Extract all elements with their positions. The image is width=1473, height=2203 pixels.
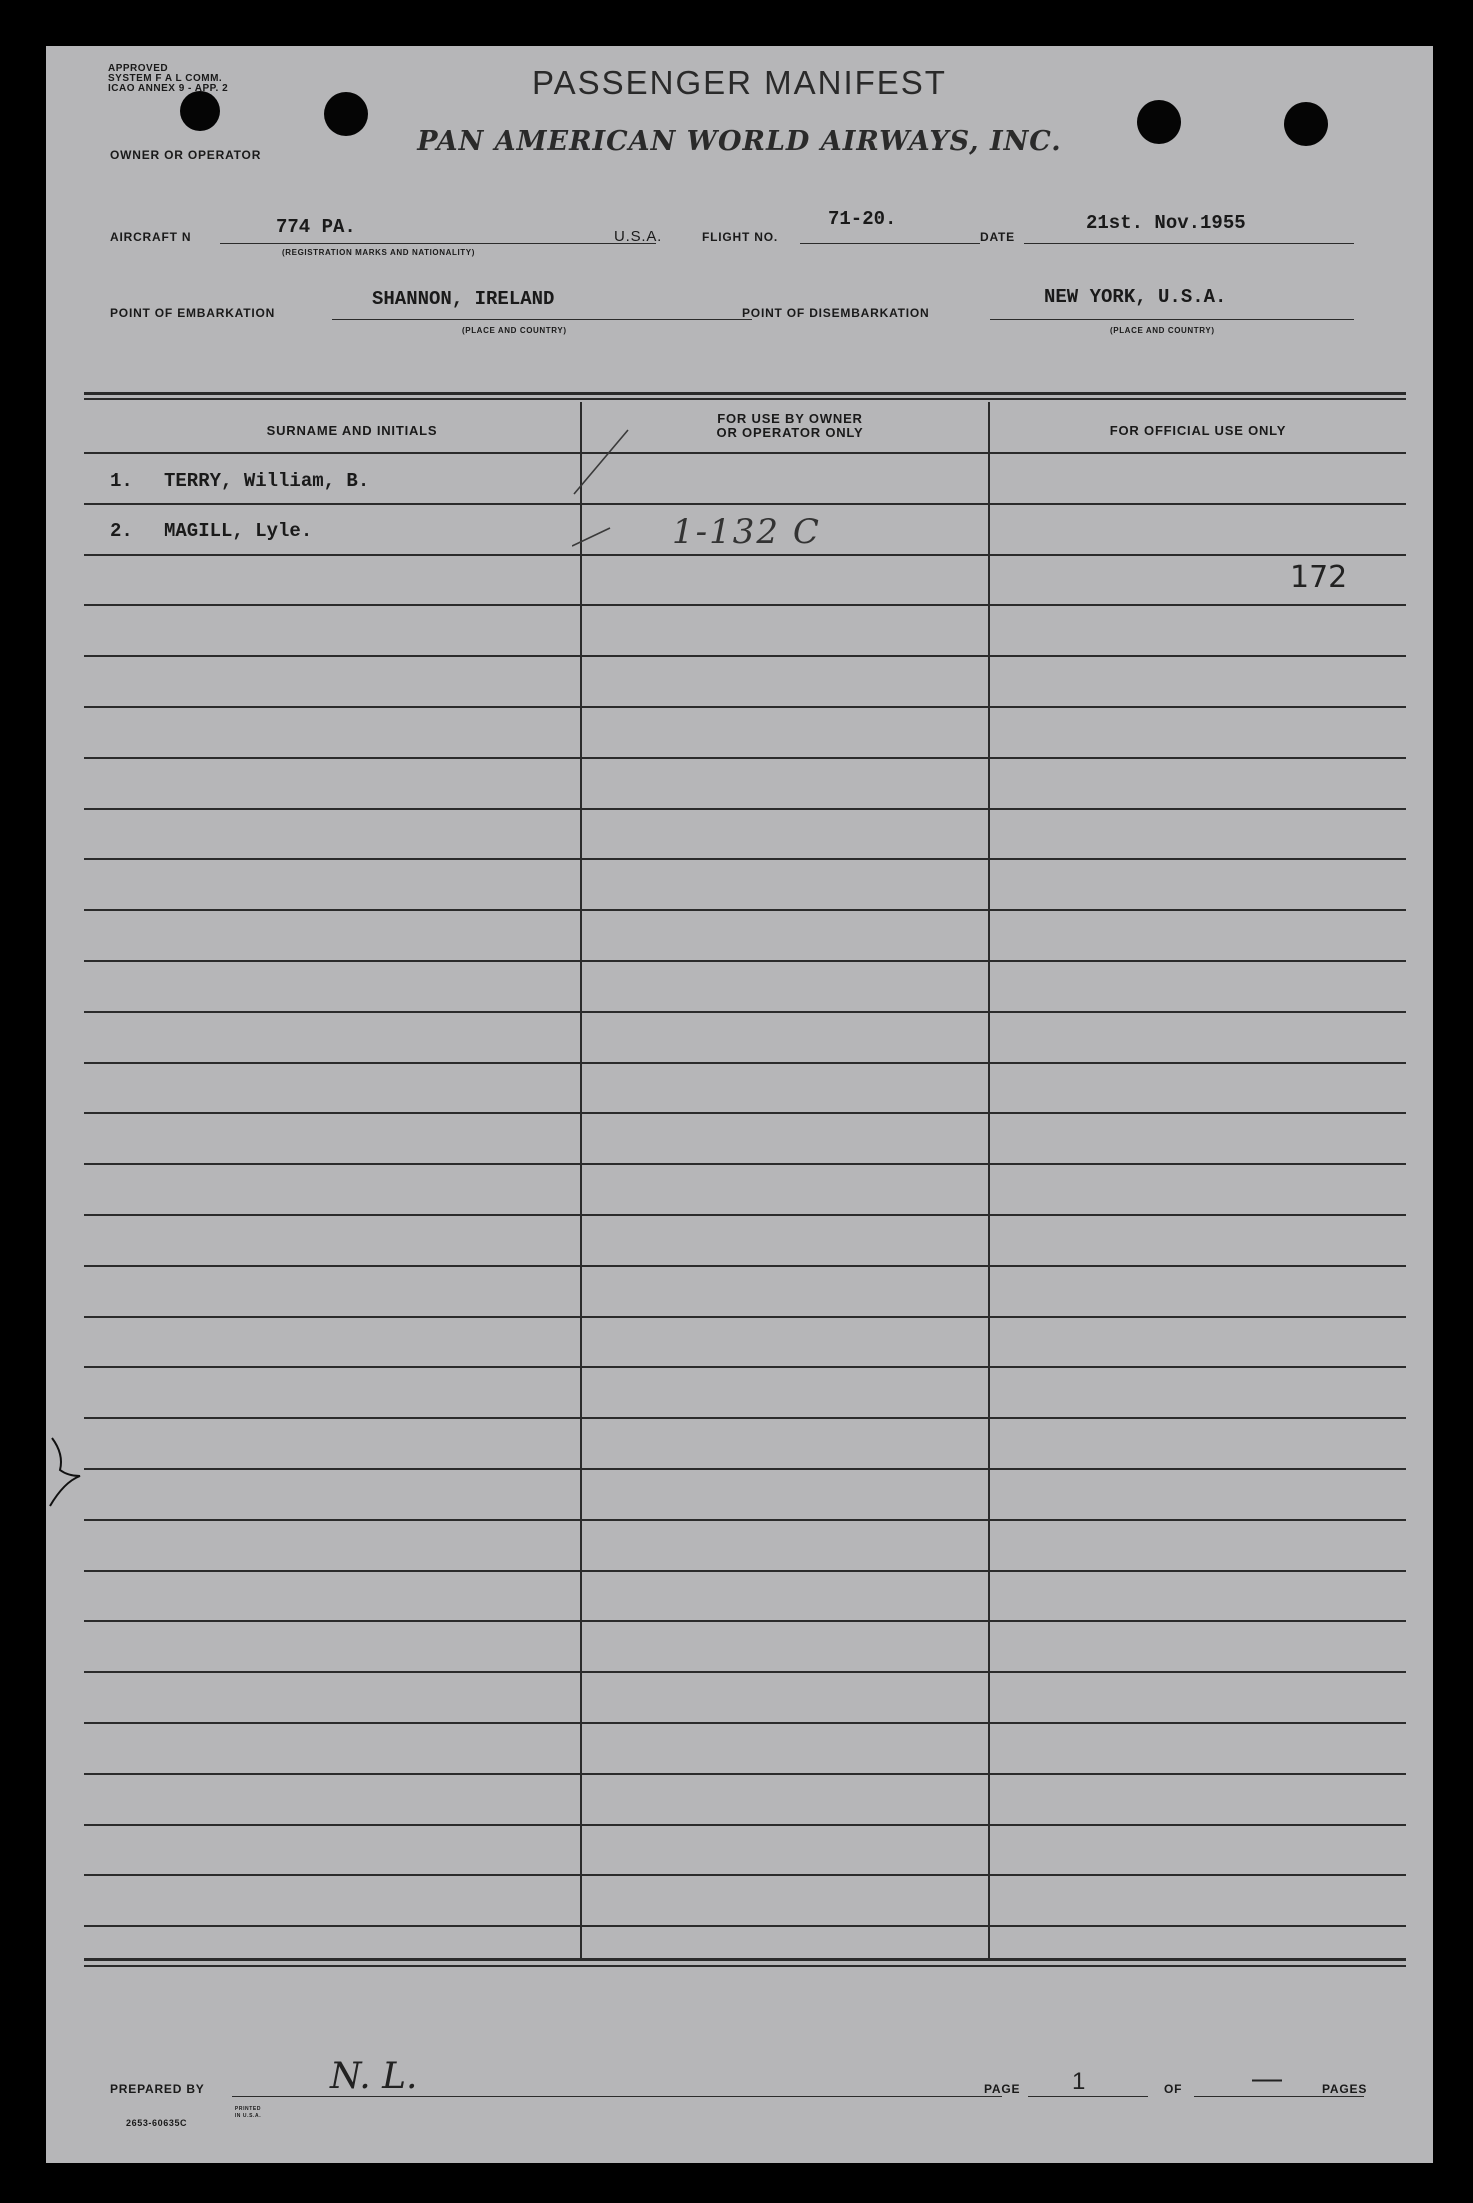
column-divider — [988, 402, 990, 1960]
disembark-line — [990, 319, 1354, 320]
table-row-line — [84, 1722, 1406, 1724]
table-row-line — [84, 706, 1406, 708]
table-row-line — [84, 1112, 1406, 1114]
table-row-line — [84, 1316, 1406, 1318]
printed-note: PRINTED IN U.S.A. — [234, 2106, 262, 2119]
passenger-name: MAGILL, Lyle. — [164, 520, 313, 542]
col-header-official: FOR OFFICIAL USE ONLY — [1109, 423, 1287, 438]
table-row-line — [84, 960, 1406, 962]
table-top-rule — [84, 398, 1406, 400]
table-bottom-rule — [84, 1965, 1406, 1967]
table-top-rule — [84, 392, 1406, 395]
flight-line — [800, 243, 980, 244]
passenger-number: 1. — [110, 470, 133, 492]
table-row-line — [84, 1570, 1406, 1572]
pages-label: PAGES — [1322, 2082, 1368, 2096]
aircraft-value: 774 PA. — [276, 216, 356, 238]
table-row-line — [84, 858, 1406, 860]
col-header-owner-line: OR OPERATOR ONLY — [716, 425, 864, 440]
approval-line: ICAO ANNEX 9 - APP. 2 — [108, 83, 229, 94]
embark-value: SHANNON, IRELAND — [372, 288, 555, 310]
table-row-line — [84, 757, 1406, 759]
col-header-owner-line: FOR USE BY OWNER — [717, 411, 863, 426]
table-row-line — [84, 1925, 1406, 1927]
airline-name: PAN AMERICAN WORLD AIRWAYS, INC. — [417, 126, 1062, 157]
table-row-line — [84, 554, 1406, 556]
owner-note: 1-132 C — [672, 512, 821, 552]
embark-note: (PLACE AND COUNTRY) — [462, 326, 567, 335]
approval-line: APPROVED — [108, 63, 169, 74]
flight-value: 71-20. — [828, 208, 897, 230]
table-row-line — [84, 1265, 1406, 1267]
column-divider — [580, 402, 582, 1960]
table-row-line — [84, 655, 1406, 657]
table-row-line — [84, 1519, 1406, 1521]
form-number: 2653-60635C — [126, 2118, 188, 2128]
table-bottom-rule — [84, 1958, 1406, 1961]
passenger-name: TERRY, William, B. — [164, 470, 370, 492]
flight-label: FLIGHT NO. — [702, 230, 778, 244]
table-row-line — [84, 1011, 1406, 1013]
aircraft-label: AIRCRAFT N — [110, 230, 192, 244]
table-row-line — [84, 1417, 1406, 1419]
stamp-number: 172 — [1290, 560, 1348, 595]
check-mark-icon — [572, 426, 652, 556]
usa-label: U.S.A. — [614, 228, 663, 245]
page-title: PASSENGER MANIFEST — [532, 64, 947, 101]
table-row-line — [84, 1214, 1406, 1216]
owner-label: OWNER OR OPERATOR — [110, 148, 262, 162]
table-row-line — [84, 909, 1406, 911]
registration-note: (REGISTRATION MARKS AND NATIONALITY) — [282, 248, 475, 257]
embark-label: POINT OF EMBARKATION — [110, 306, 276, 320]
manifest-sheet — [46, 46, 1433, 2163]
col-header-surname: SURNAME AND INITIALS — [266, 423, 438, 438]
embark-line — [332, 319, 752, 320]
page-line — [1028, 2096, 1148, 2097]
table-row-line — [84, 1468, 1406, 1470]
aircraft-line — [220, 243, 656, 244]
of-line — [1194, 2096, 1364, 2097]
date-label: DATE — [980, 230, 1015, 244]
table-row-line — [84, 1620, 1406, 1622]
table-row-line — [84, 1824, 1406, 1826]
table-row-line — [84, 808, 1406, 810]
table-row-line — [84, 503, 1406, 505]
table-row-line — [84, 1874, 1406, 1876]
table-row-line — [84, 452, 1406, 454]
table-row-line — [84, 1671, 1406, 1673]
approval-line: SYSTEM F A L COMM. — [108, 73, 223, 84]
disembark-label: POINT OF DISEMBARKATION — [742, 306, 930, 320]
prepared-signature: N. L. — [330, 2056, 418, 2097]
date-value: 21st. Nov.1955 — [1086, 212, 1246, 234]
date-line — [1024, 243, 1354, 244]
of-value: — — [1252, 2062, 1282, 2095]
disembark-value: NEW YORK, U.S.A. — [1044, 286, 1227, 308]
of-label: OF — [1164, 2082, 1183, 2096]
table-row-line — [84, 1163, 1406, 1165]
table-row-line — [84, 1773, 1406, 1775]
page-label: PAGE — [984, 2082, 1021, 2096]
table-row-line — [84, 1062, 1406, 1064]
passenger-number: 2. — [110, 520, 133, 542]
page-value: 1 — [1072, 2068, 1086, 2095]
disembark-note: (PLACE AND COUNTRY) — [1110, 326, 1215, 335]
table-row-line — [84, 604, 1406, 606]
table-row-line — [84, 1366, 1406, 1368]
prepared-label: PREPARED BY — [110, 2082, 205, 2096]
margin-mark-icon — [46, 1436, 86, 1516]
